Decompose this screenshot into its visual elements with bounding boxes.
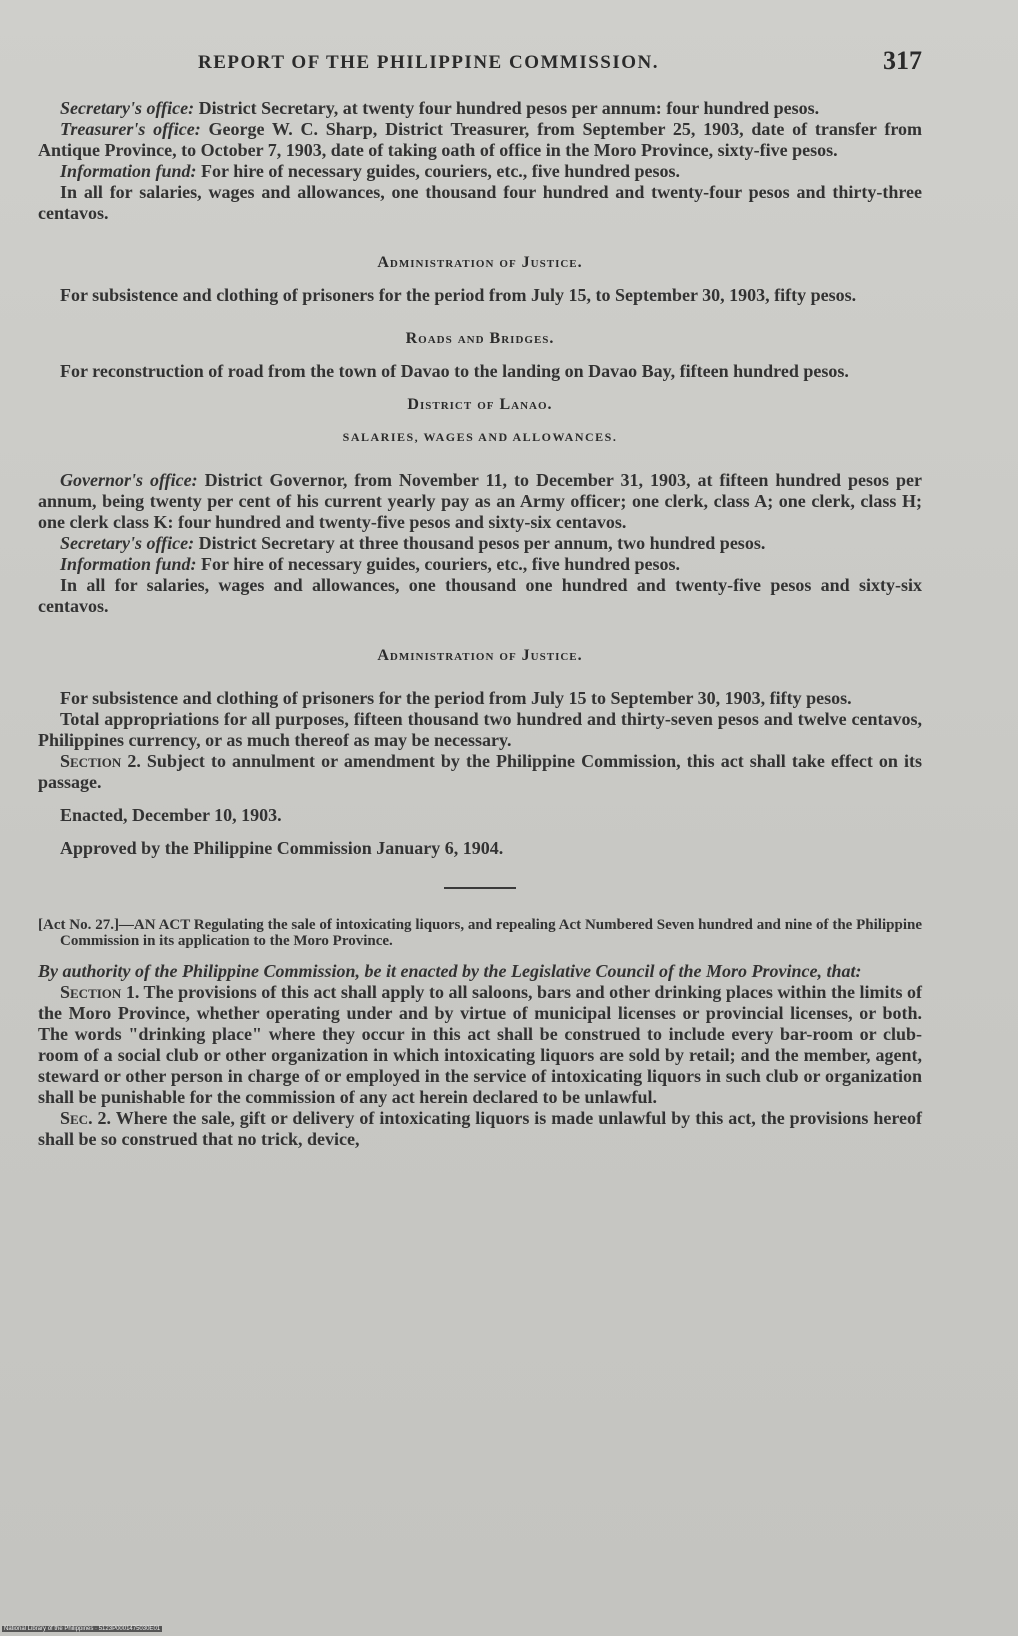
- secretary-office-paragraph: [38, 98, 922, 119]
- secretary-office-label: Secretary's office:: [60, 98, 195, 118]
- act-27-title-note: [Act No. 27.]—AN ACT Regulating the sale of intoxicating liquors, and repealing Act Numbered Seven hundred and nine of the Philippine Commission in its application to the Moro Province.: [38, 917, 922, 949]
- total-appropriations-paragraph: Total appropriations for all purposes, fifteen thousand two hundred and thirty-seven pesos and twelve centavos, Philippines currency, or as much thereof as may be necessary.: [38, 709, 922, 750]
- lanao-secretary-paragraph: [38, 533, 922, 554]
- lanao-secretary-label: Secretary's office:: [60, 533, 195, 553]
- governor-office-text: District Governor, from November 11, to December 31, 1903, at fifteen hundred pesos per annum, being twenty per cent of his current yearly pay as an Army officer; one clerk, class A; one clerk, class H; one clerk class K: four hundred and twenty-five pesos and sixty-six centavos.: [38, 470, 922, 532]
- act-27-section-2: [38, 1108, 922, 1150]
- running-title: REPORT OF THE PHILIPPINE COMMISSION.: [198, 52, 660, 73]
- prisoners-paragraph: For subsistence and clothing of prisoners for the period from July 15, to September 30, 1903, fifty pesos.: [60, 285, 857, 305]
- treasurer-office-paragraph: [38, 119, 922, 161]
- act-27-section-2-text: Where the sale, gift or delivery of intoxicating liquors is made unlawful by this act, the provisions hereof shall be so construed that no trick, device,: [38, 1108, 922, 1149]
- section-2-paragraph: [38, 751, 922, 793]
- lanao-total-paragraph: In all for salaries, wages and allowances, one thousand one hundred and twenty-five pesos and sixty-six centavos.: [38, 575, 922, 616]
- subheading-salaries: SALARIES, WAGES AND ALLOWANCES.: [342, 430, 618, 444]
- lanao-information-text: For hire of necessary guides, couriers, etc., five hundred pesos.: [196, 554, 681, 574]
- information-fund-paragraph: [38, 161, 922, 182]
- act-27-section-1: [38, 982, 922, 1108]
- secretary-office-text: District Secretary, at twenty four hundred pesos per annum: four hundred pesos.: [194, 98, 820, 118]
- treasurer-office-label: Treasurer's office:: [60, 119, 201, 139]
- governor-office-label: Governor's office:: [60, 470, 198, 490]
- section-2-text: Subject to annulment or amendment by the Philippine Commission, this act shall take effect on its passage.: [38, 751, 922, 792]
- enacted-line: Enacted, December 10, 1903.: [60, 805, 282, 825]
- information-fund-text: For hire of necessary guides, couriers, etc., five hundred pesos.: [196, 161, 681, 181]
- scan-credit: National Library of the Philippines · 5123P0001475030E01: [4, 1626, 161, 1632]
- section-heading-justice: Administration of Justice.: [377, 254, 583, 271]
- treasurer-office-text: George W. C. Sharp, District Treasurer, from September 25, 1903, date of transfer from Antique Province, to October 7, 1903, date of taking oath of office in the Moro Province, sixty-five pesos.: [38, 119, 922, 160]
- page-number: 317: [883, 46, 922, 75]
- section-2-label: Section 2.: [60, 751, 141, 771]
- lanao-secretary-text: District Secretary at three thousand pesos per annum, two hundred pesos.: [194, 533, 766, 553]
- prisoners-paragraph-2: For subsistence and clothing of prisoners for the period from July 15 to September 30, 1903, fifty pesos.: [60, 688, 852, 708]
- roads-paragraph: For reconstruction of road from the town of Davao to the landing on Davao Bay, fifteen hundred pesos.: [60, 361, 849, 381]
- act-27-section-2-label: Sec. 2.: [60, 1108, 112, 1128]
- governor-office-paragraph: [38, 470, 922, 533]
- salaries-total-paragraph: In all for salaries, wages and allowances, one thousand four hundred and twenty-four pesos and thirty-three centavos.: [38, 182, 922, 223]
- running-head: [38, 44, 922, 84]
- act-27-section-1-text: The provisions of this act shall apply to all saloons, bars and other drinking places within the limits of the Moro Province, whether operating under and by virtue of municipal licenses or provincial licenses, or both. The words "drinking place" where they occur in this act shall be construed to include every bar-room or club-room of a social club or other organization in which intoxicating liquors are sold by retail; and the member, agent, steward or other person in charge of or employed in the service of intoxicating liquors in such club or organization shall be punishable for the commission of any act herein declared to be unlawful.: [38, 982, 922, 1107]
- information-fund-label: Information fund:: [60, 161, 197, 181]
- lanao-information-label: Information fund:: [60, 554, 197, 574]
- lanao-information-paragraph: [38, 554, 922, 575]
- page-content: [38, 44, 922, 1150]
- enacting-clause: By authority of the Philippine Commission, be it enacted by the Legislative Council of the Moro Province, that:: [38, 961, 862, 981]
- section-heading-roads: Roads and Bridges.: [405, 330, 555, 347]
- approved-line: Approved by the Philippine Commission January 6, 1904.: [60, 838, 504, 858]
- act-27-section-1-label: Section 1.: [60, 982, 140, 1002]
- section-heading-justice-2: Administration of Justice.: [377, 647, 583, 664]
- section-heading-lanao: District of Lanao.: [407, 396, 553, 413]
